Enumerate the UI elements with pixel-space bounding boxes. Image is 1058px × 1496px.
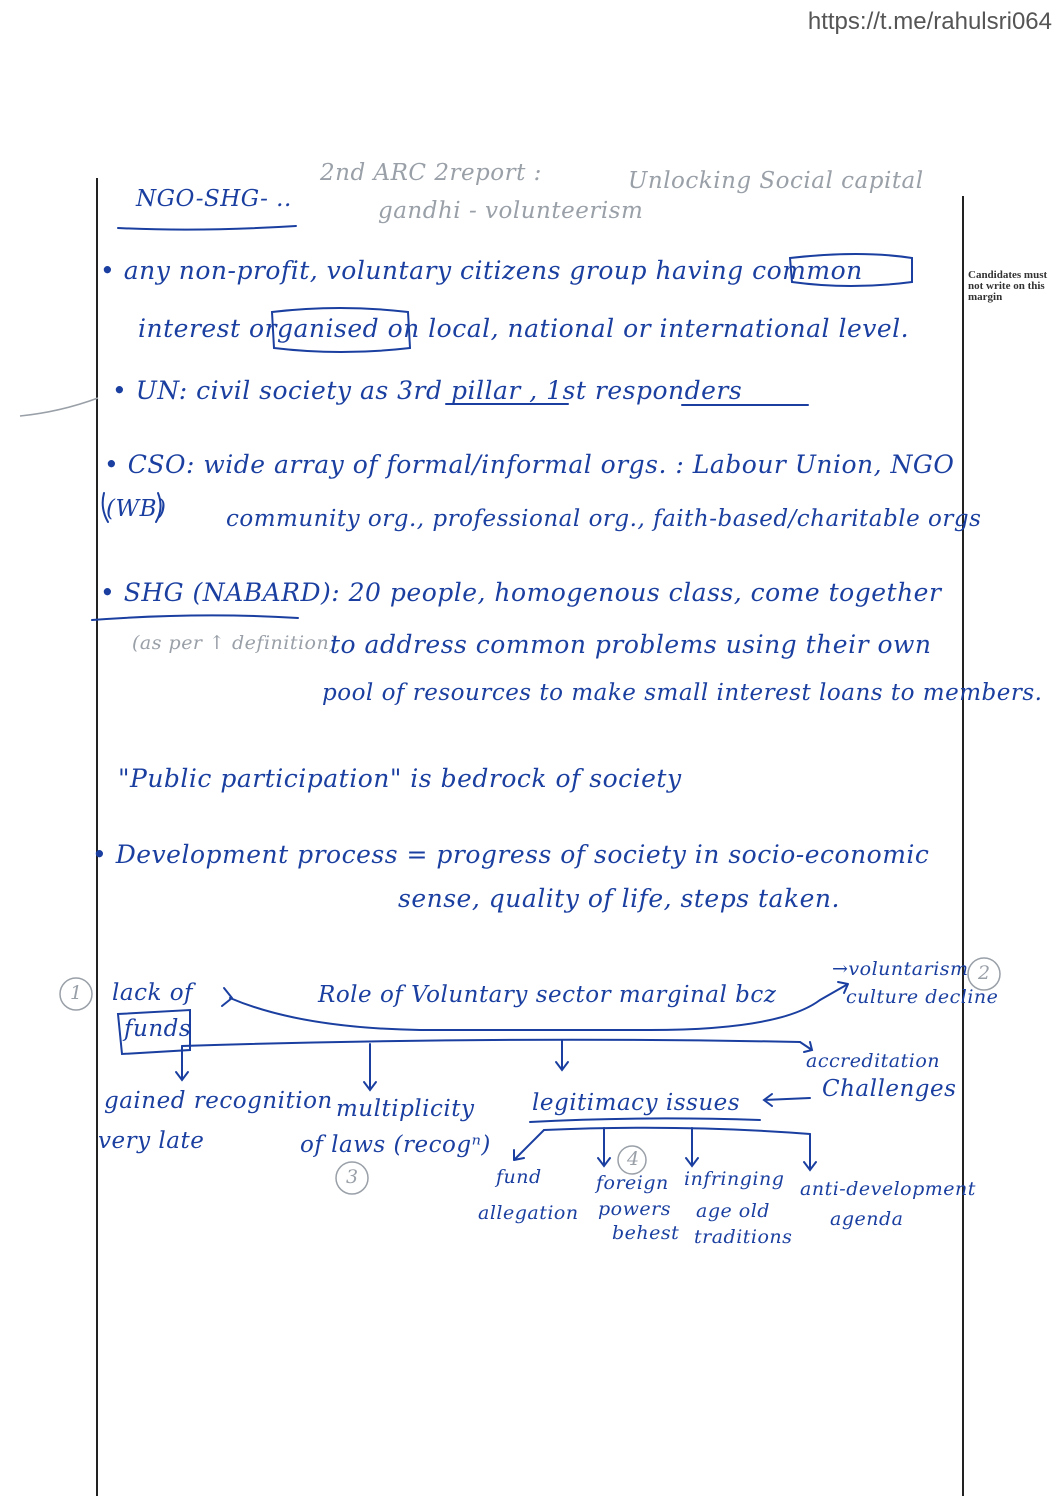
stray-stroke — [20, 398, 98, 416]
gandhi-volunteerism-note: gandhi - volunteerism — [378, 198, 644, 224]
diagram-anti-development: anti-development — [800, 1178, 976, 1200]
shg-line-1: • SHG (NABARD): 20 people, homogenous class, come together — [100, 578, 942, 607]
diagram-gained-recognition: gained recognition — [104, 1088, 333, 1114]
diagram-challenges: Challenges — [822, 1076, 957, 1102]
diagram-num-4: 4 — [627, 1148, 640, 1170]
diagram-center: Role of Voluntary sector marginal bcz — [318, 982, 777, 1008]
definition-line-2: interest organised on local, national or international level. — [138, 314, 910, 343]
title-ngo-shg: NGO-SHG- .. — [136, 186, 292, 212]
diagram-infringing: infringing — [684, 1168, 785, 1190]
diagram-age-old: age old — [696, 1200, 770, 1222]
shg-line-2: to address common problems using their own — [330, 630, 932, 659]
diagram-voluntarism: →voluntarism — [832, 958, 969, 980]
brace-left-arrow — [222, 988, 232, 1006]
legit-underline — [530, 1118, 760, 1122]
diagram-traditions: traditions — [694, 1226, 793, 1248]
diagram-num-1: 1 — [70, 982, 83, 1004]
branch-multi — [364, 1044, 376, 1090]
title-underline — [118, 226, 296, 230]
diagram-of-laws: of laws (recogⁿ) — [300, 1132, 491, 1158]
diagram-powers: powers — [598, 1198, 671, 1220]
shg-aside: (as per ↑ definition) — [132, 632, 338, 654]
brace-right-arrow — [820, 982, 848, 1000]
diagram-culture-decline: culture decline — [846, 986, 999, 1008]
diagram-funds: funds — [124, 1016, 192, 1042]
sub-fund — [514, 1130, 544, 1160]
diagram-behest: behest — [612, 1222, 680, 1244]
sub-infr — [686, 1128, 698, 1166]
diagram-lack-of: lack of — [112, 980, 194, 1006]
diagram-agenda: agenda — [830, 1208, 904, 1230]
branch-legit — [556, 1040, 568, 1070]
diagram-allegation: allegation — [478, 1202, 579, 1224]
margin-warning: Candidates must not write on this margin — [968, 269, 1048, 303]
sub-foreign — [598, 1128, 610, 1166]
diagram-accreditation: accreditation — [806, 1050, 941, 1072]
diagram-legitimacy-issues: legitimacy issues — [532, 1090, 741, 1116]
arc-report-note: 2nd ARC 2report : — [320, 160, 542, 186]
diagram-num-2: 2 — [978, 962, 991, 984]
sub-trunk — [544, 1128, 810, 1134]
shg-underline — [92, 615, 298, 620]
diagram-fund: fund — [496, 1166, 542, 1188]
diagram-very-late: very late — [98, 1128, 205, 1154]
definition-line-1: • any non-profit, voluntary citizens group having common — [100, 256, 863, 285]
cso-wb: (WB) — [106, 496, 167, 522]
trunk-line — [182, 1040, 800, 1046]
cso-line-1: • CSO: wide array of formal/informal orgs. : Labour Union, NGO — [104, 450, 955, 479]
cso-line-2: community org., professional org., faith-based/charitable orgs — [226, 506, 982, 532]
un-line: • UN: civil society as 3rd pillar , 1st responders — [112, 376, 743, 405]
development-line-2: sense, quality of life, steps taken. — [398, 884, 840, 913]
diagram-num-3: 3 — [346, 1166, 359, 1188]
header-url: https://t.me/rahulsri064 — [807, 8, 1052, 35]
shg-line-3: pool of resources to make small interest loans to members. — [322, 680, 1043, 706]
public-participation-line: "Public participation" is bedrock of society — [118, 764, 682, 793]
development-line-1: • Development process = progress of society in socio-economic — [92, 840, 930, 869]
sub-anti — [804, 1134, 816, 1170]
unlocking-social-capital-note: Unlocking Social capital — [628, 168, 924, 194]
diagram-multiplicity: multiplicity — [336, 1096, 475, 1122]
accr-arrow — [764, 1094, 810, 1106]
diagram-foreign: foreign — [596, 1172, 669, 1194]
